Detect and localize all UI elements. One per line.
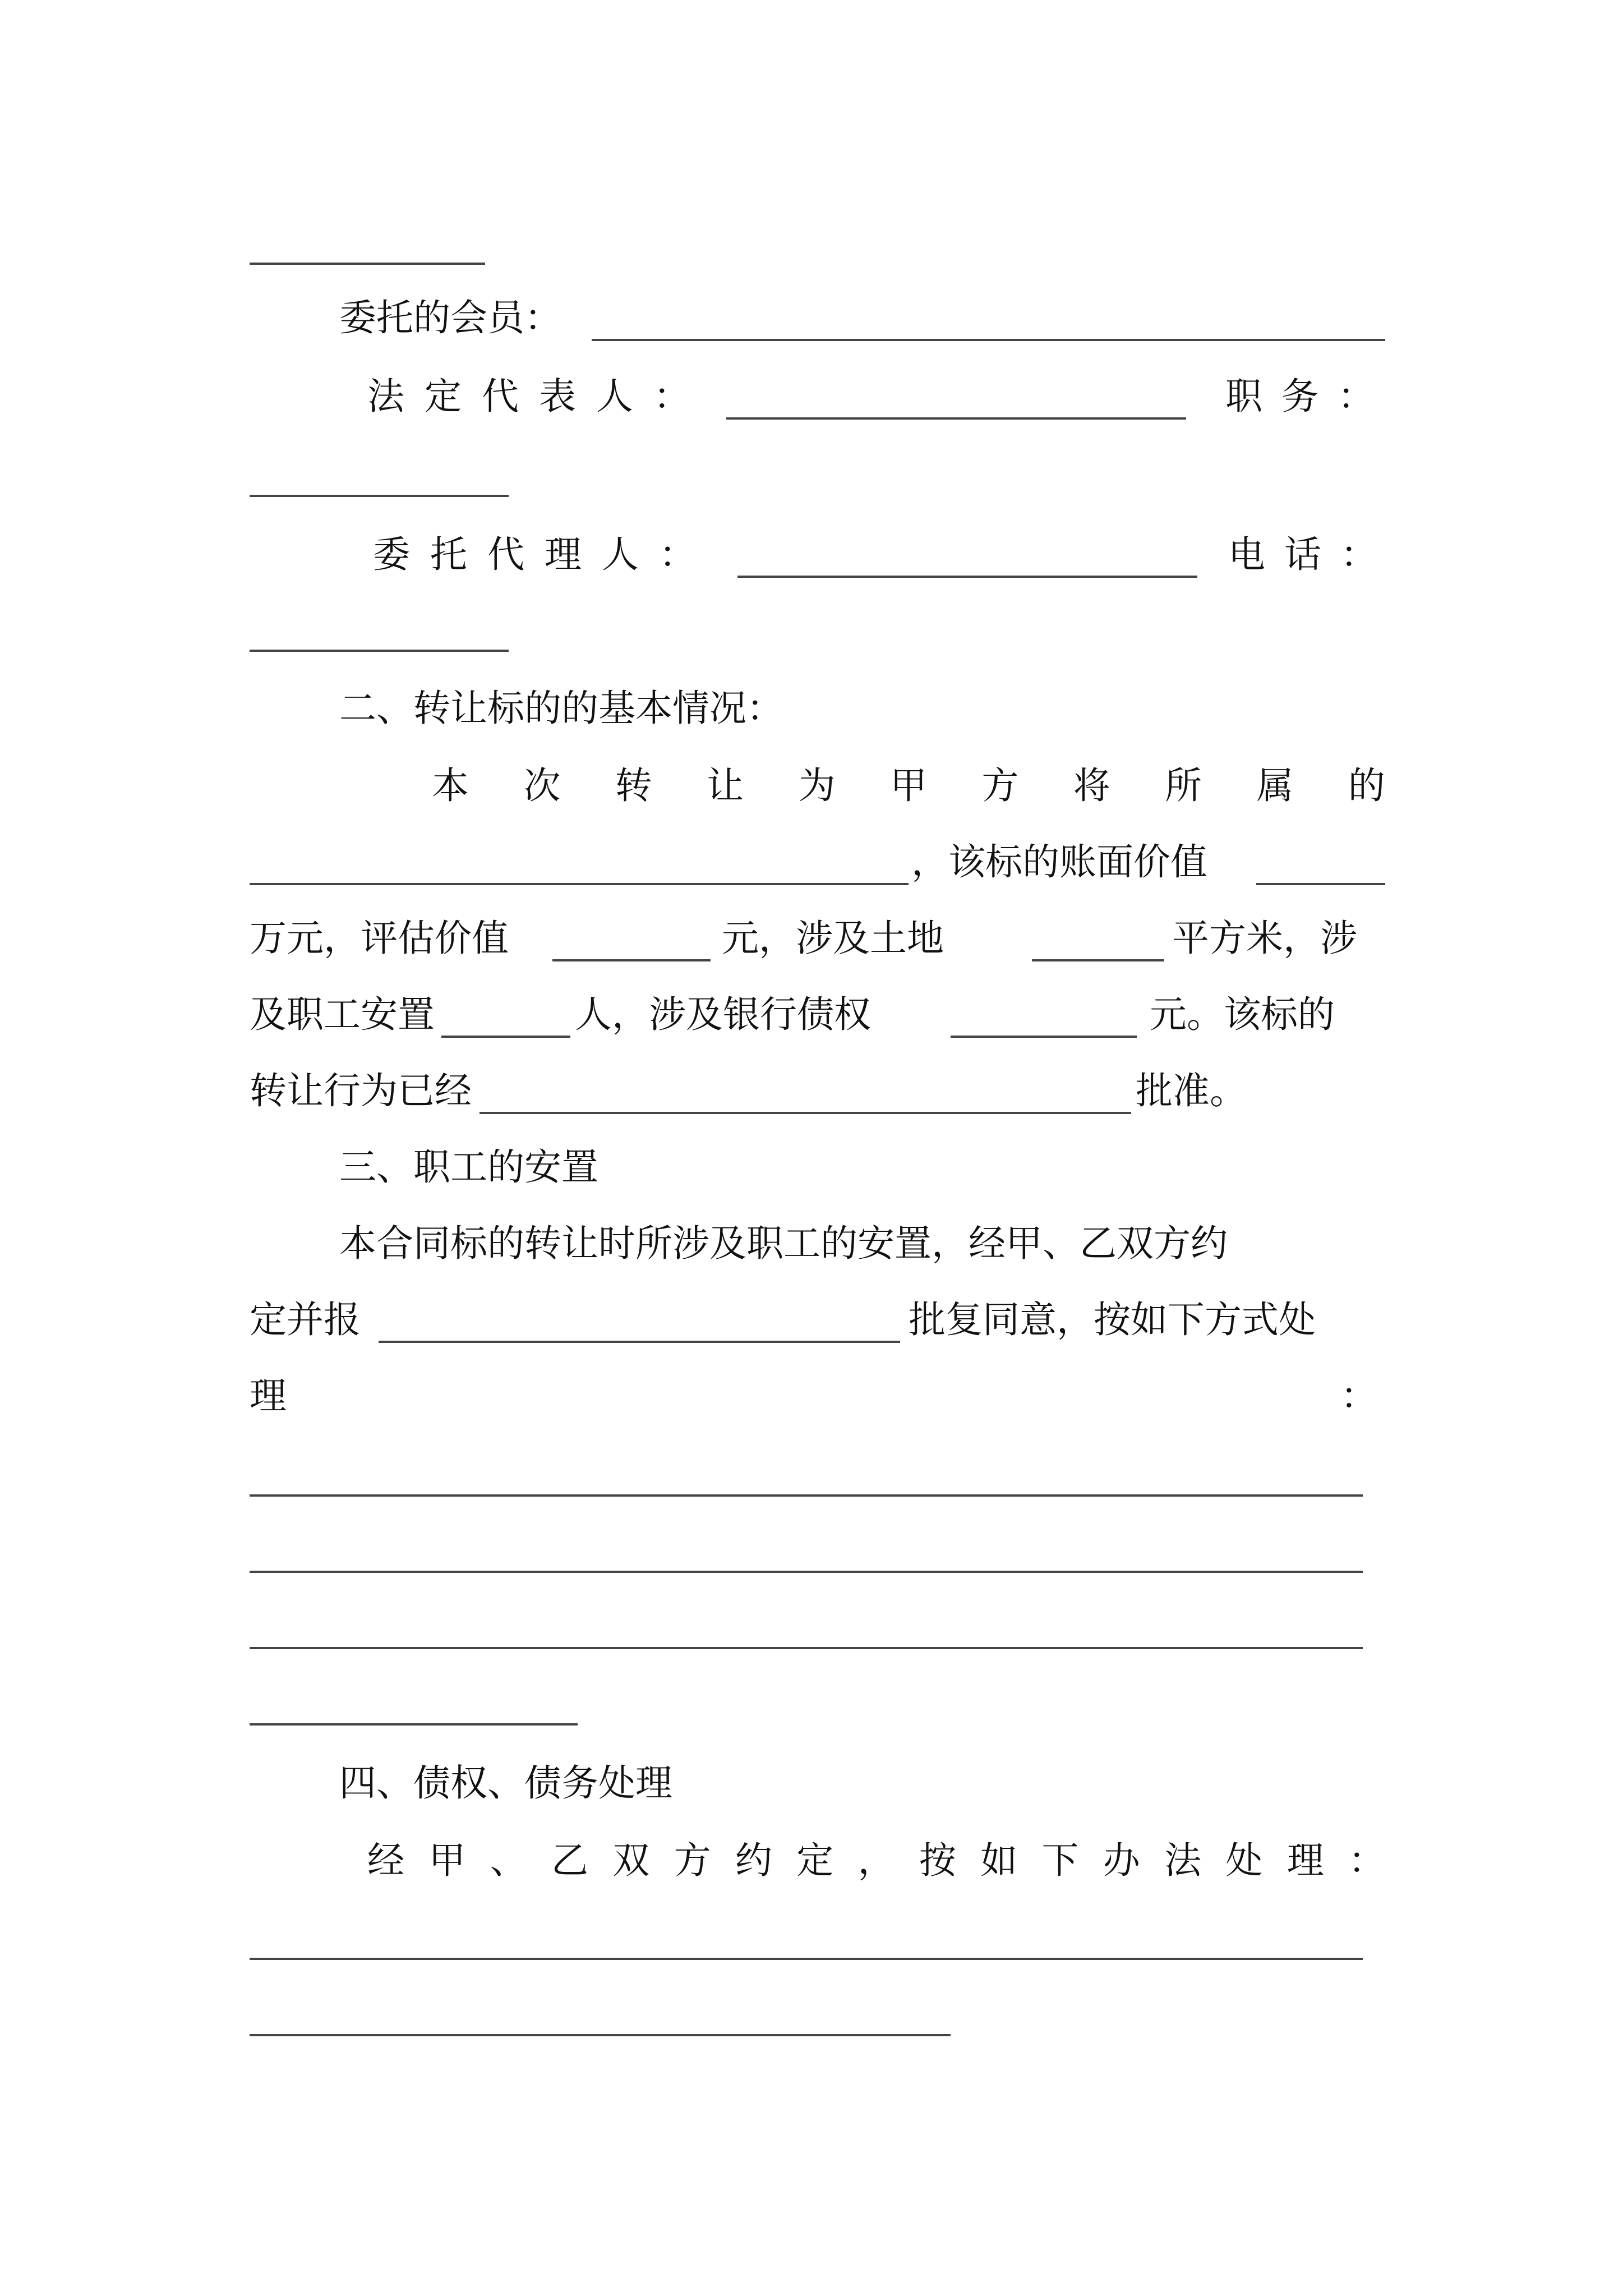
section4-para-line1 [250, 1830, 1385, 1892]
char: 将 [1073, 764, 1110, 807]
staff-field[interactable] [441, 1036, 570, 1038]
section2-line2 [250, 831, 1385, 893]
section2-heading-row [250, 678, 1385, 739]
section3-para-text3b: ： [1340, 1374, 1377, 1418]
phone-label: 电话： [1228, 533, 1396, 576]
section3-heading: 三、职工的安置 [339, 1145, 598, 1189]
section4-heading: 四、债权、债务处理 [339, 1761, 672, 1805]
section4-heading-row [250, 1752, 1385, 1814]
member-row [250, 287, 1385, 349]
agent-label: 委托代理人： [373, 533, 716, 576]
bank-claim-field[interactable] [951, 1036, 1137, 1038]
section3-para-line2 [250, 1289, 1385, 1351]
land-unit-text: 平方米，涉 [1172, 917, 1357, 960]
section4-para-text [367, 1830, 1385, 1892]
char: 双 [612, 1839, 650, 1882]
debt-method-line-1[interactable] [250, 1958, 1363, 1960]
member-field[interactable] [592, 339, 1385, 341]
phone-field[interactable] [250, 650, 509, 652]
char: 办 [1103, 1839, 1140, 1882]
asset-name-field[interactable] [250, 883, 909, 885]
section2-line4 [250, 984, 1385, 1046]
staff-method-line-1[interactable] [250, 1494, 1363, 1497]
staff-method-line-2[interactable] [250, 1571, 1363, 1573]
char: ： [1348, 1839, 1385, 1882]
char: 定 [796, 1839, 834, 1882]
section3-para-text1: 本合同标的转让时所涉及职工的安置，经甲、乙双方约 [339, 1222, 1228, 1265]
section3-para-text3a: 理 [250, 1374, 287, 1418]
char: 方 [674, 1839, 711, 1882]
book-value-field[interactable] [1256, 883, 1385, 885]
char: 经 [367, 1839, 404, 1882]
char: 约 [735, 1839, 772, 1882]
char: 方 [981, 764, 1019, 807]
staff-approval-field[interactable] [379, 1341, 900, 1343]
char: 理 [1287, 1839, 1324, 1882]
legal-rep-label: 法定代表人： [367, 375, 711, 418]
land-field[interactable] [1032, 959, 1164, 961]
title-label: 职务： [1225, 375, 1394, 418]
section3-para-text2a: 定并报 [250, 1298, 361, 1341]
char: 、 [490, 1839, 527, 1882]
bank-claim-unit-text: 元。该标的 [1150, 993, 1335, 1036]
title-field[interactable] [250, 495, 509, 497]
appraisal-label: 万元，评估价值 [250, 917, 509, 960]
section2-line1 [250, 755, 1385, 817]
book-value-label: ，该标的账面价值 [911, 840, 1207, 884]
member-label: 委托的会员： [339, 296, 561, 339]
char: 本 [432, 764, 469, 807]
char: 为 [798, 764, 836, 807]
char: 转 [615, 764, 652, 807]
staff-label: 及职工安置 [250, 993, 435, 1036]
section2-line3 [250, 908, 1385, 969]
section2-line5 [250, 1060, 1385, 1122]
approval-tail: 批准。 [1136, 1069, 1247, 1112]
approval-label: 转让行为已经 [250, 1069, 472, 1112]
appraisal-field[interactable] [552, 959, 711, 961]
agent-field[interactable] [737, 576, 1197, 578]
staff-method-line-4[interactable] [250, 1723, 578, 1726]
section3-para-text2b: 批复同意，按如下方式处 [909, 1298, 1316, 1341]
char: 按 [919, 1839, 956, 1882]
section3-para-line3 [250, 1365, 1385, 1427]
section2-line1-text [432, 755, 1385, 817]
debt-method-line-2[interactable] [250, 2034, 951, 2036]
section3-para-line1 [250, 1213, 1385, 1274]
section3-heading-row [250, 1137, 1385, 1198]
char: 让 [707, 764, 744, 807]
char: ， [857, 1839, 895, 1882]
char: 属 [1256, 764, 1294, 807]
legal-rep-field[interactable] [726, 417, 1186, 420]
blank-line-top[interactable] [250, 263, 485, 265]
char: 的 [1348, 764, 1385, 807]
char: 乙 [551, 1839, 588, 1882]
char: 如 [980, 1839, 1018, 1882]
char: 次 [523, 764, 561, 807]
char: 所 [1165, 764, 1202, 807]
section2-heading: 二、转让标的的基本情况： [339, 687, 783, 730]
legal-rep-row [250, 366, 1394, 427]
agent-row [250, 524, 1396, 586]
char: 法 [1164, 1839, 1202, 1882]
char: 下 [1041, 1839, 1079, 1882]
char: 甲 [428, 1839, 466, 1882]
bank-claim-label: 人，涉及银行债权 [575, 993, 871, 1036]
land-label: 元，涉及土地 [722, 917, 944, 960]
staff-method-line-3[interactable] [250, 1647, 1363, 1649]
char: 甲 [889, 764, 927, 807]
approval-authority-field[interactable] [479, 1112, 1131, 1114]
char: 处 [1225, 1839, 1263, 1882]
